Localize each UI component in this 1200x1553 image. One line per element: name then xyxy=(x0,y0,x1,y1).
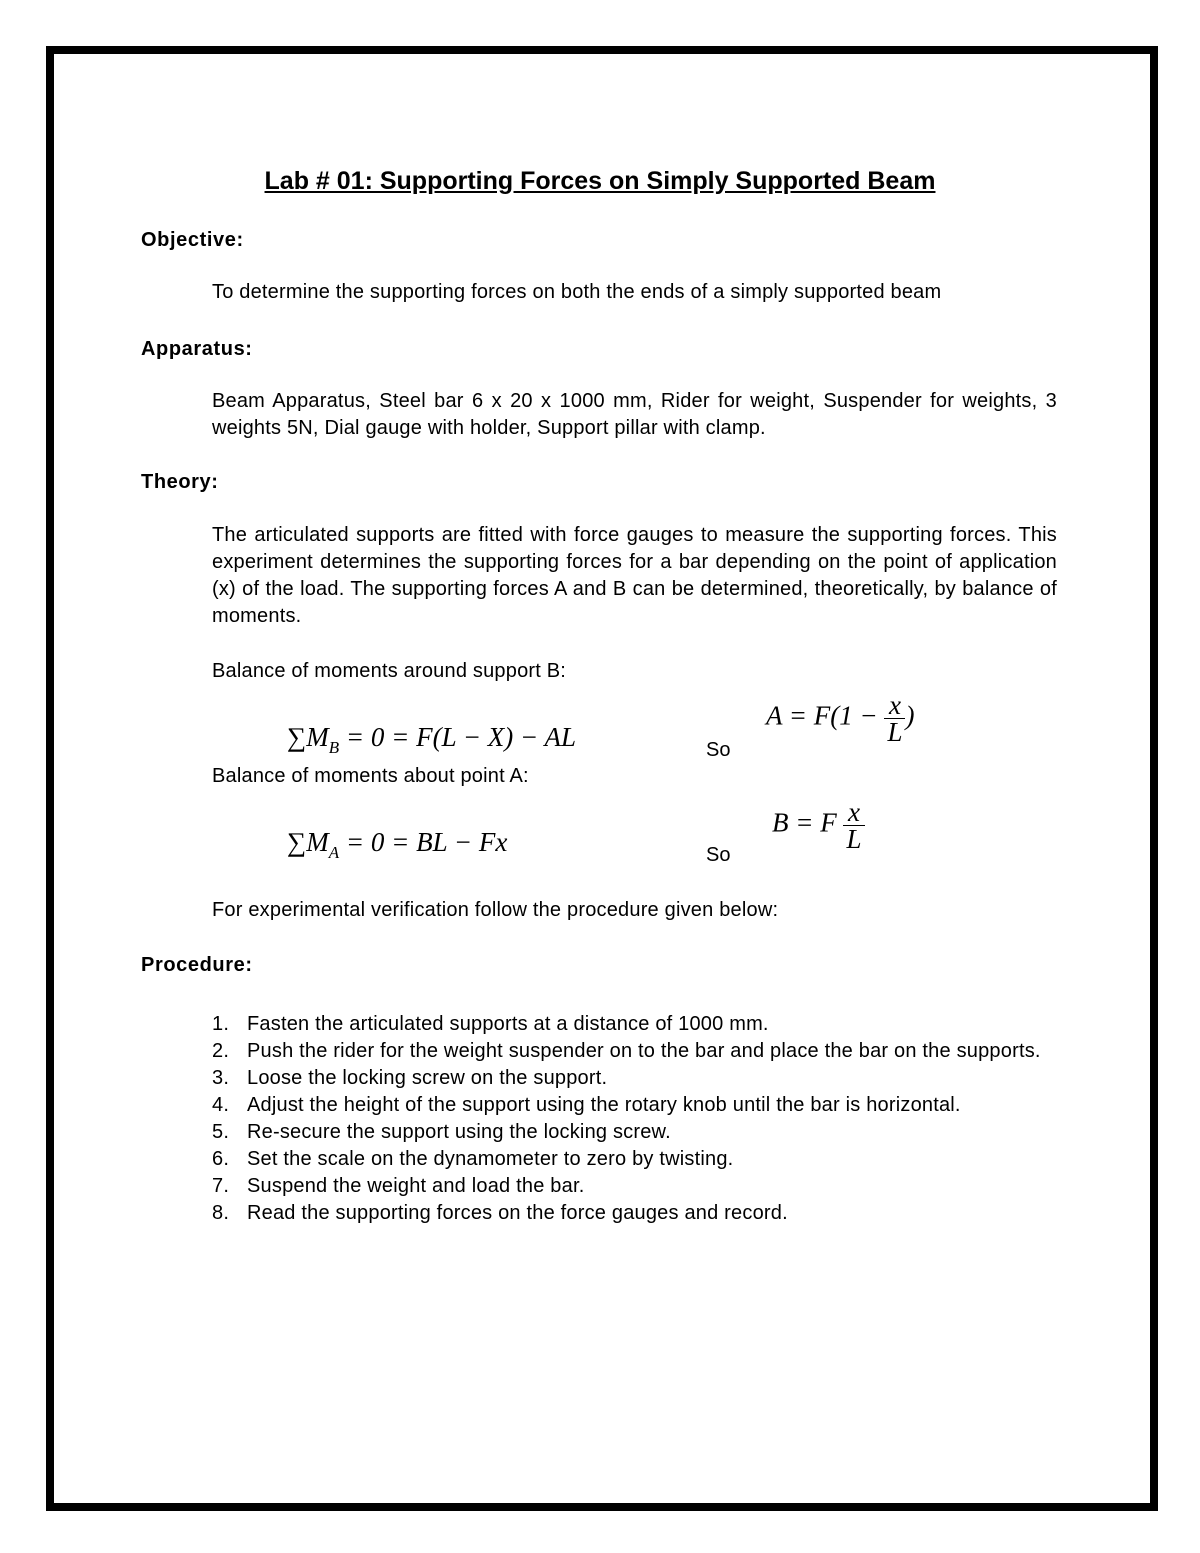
page-title: Lab # 01: Supporting Forces on Simply Supported Beam xyxy=(264,167,936,195)
theory-heading: Theory: xyxy=(141,471,219,493)
list-item xyxy=(212,1092,1062,1119)
equation-rhs: = 0 = BL − Fx xyxy=(339,827,508,857)
step-number: 2. xyxy=(212,1040,230,1062)
step-text: Read the supporting forces on the force gauges and record. xyxy=(247,1202,788,1224)
step-text: Re-secure the support using the locking screw. xyxy=(247,1121,671,1143)
result-lhs: B = F xyxy=(772,807,844,838)
objective-text: To determine the supporting forces on both the ends of a simply supported beam xyxy=(212,281,942,303)
result-equation-b xyxy=(772,799,865,852)
result-equation-a xyxy=(766,692,914,745)
step-number: 3. xyxy=(212,1067,230,1089)
closing-paren: ) xyxy=(905,700,915,731)
step-number: 5. xyxy=(212,1121,230,1143)
step-text: Suspend the weight and load the bar. xyxy=(247,1175,585,1197)
fraction-numerator: x xyxy=(843,799,864,826)
fraction xyxy=(884,692,905,745)
so-label: So xyxy=(706,844,731,866)
moment-symbol: M xyxy=(306,722,329,752)
apparatus-text: Beam Apparatus, Steel bar 6 x 20 x 1000 mm, Rider for weight, Suspender for weights, 3 weights 5N, Dial gauge with holder, Support pillar with clamp. xyxy=(212,390,1057,439)
procedure-heading: Procedure: xyxy=(141,954,253,976)
step-text: Set the scale on the dynamometer to zero by twisting. xyxy=(247,1148,734,1170)
apparatus-heading: Apparatus: xyxy=(141,338,253,360)
balance-a-text: Balance of moments about point A: xyxy=(212,765,529,787)
fraction-numerator: x xyxy=(884,692,905,719)
sigma-symbol: ∑ xyxy=(287,827,307,857)
step-text: Push the rider for the weight suspender on to the bar and place the bar on the supports. xyxy=(247,1040,1041,1062)
list-item xyxy=(212,1065,1062,1092)
equation-rhs: = 0 = F(L − X) − AL xyxy=(339,722,577,752)
sigma-symbol: ∑ xyxy=(287,722,307,752)
moment-symbol: M xyxy=(306,827,329,857)
step-text: Adjust the height of the support using the rotary knob until the bar is horizontal. xyxy=(247,1094,961,1116)
step-number: 1. xyxy=(212,1013,230,1035)
procedure-list xyxy=(212,1011,1062,1227)
step-text: Loose the locking screw on the support. xyxy=(247,1067,608,1089)
result-lhs: A = F(1 − xyxy=(766,700,885,731)
balance-b-text: Balance of moments around support B: xyxy=(212,660,567,682)
list-item xyxy=(212,1038,1062,1065)
step-text: Fasten the articulated supports at a distance of 1000 mm. xyxy=(247,1013,769,1035)
moment-equation-a xyxy=(287,826,507,869)
step-number: 6. xyxy=(212,1148,230,1170)
fraction-denominator: L xyxy=(887,717,903,747)
objective-heading: Objective: xyxy=(141,229,244,251)
verification-text: For experimental verification follow the procedure given below: xyxy=(212,899,779,921)
list-item xyxy=(212,1119,1062,1146)
moment-subscript: A xyxy=(328,843,340,862)
step-number: 7. xyxy=(212,1175,230,1197)
fraction-denominator: L xyxy=(846,824,862,854)
step-number: 4. xyxy=(212,1094,230,1116)
list-item xyxy=(212,1146,1062,1173)
list-item xyxy=(212,1173,1062,1200)
so-label: So xyxy=(706,739,731,761)
moment-equation-b xyxy=(287,721,576,764)
list-item xyxy=(212,1011,1062,1038)
moment-subscript: B xyxy=(328,738,340,757)
list-item xyxy=(212,1200,1062,1227)
step-number: 8. xyxy=(212,1202,230,1224)
theory-paragraph: The articulated supports are fitted with force gauges to measure the supporting forces. This experiment determines the supporting forces for a bar depending on the point of application (x) of the load. The supporting forces A and B can be determined, theoretically, by balance of moments. xyxy=(212,524,1057,627)
fraction xyxy=(843,799,864,852)
